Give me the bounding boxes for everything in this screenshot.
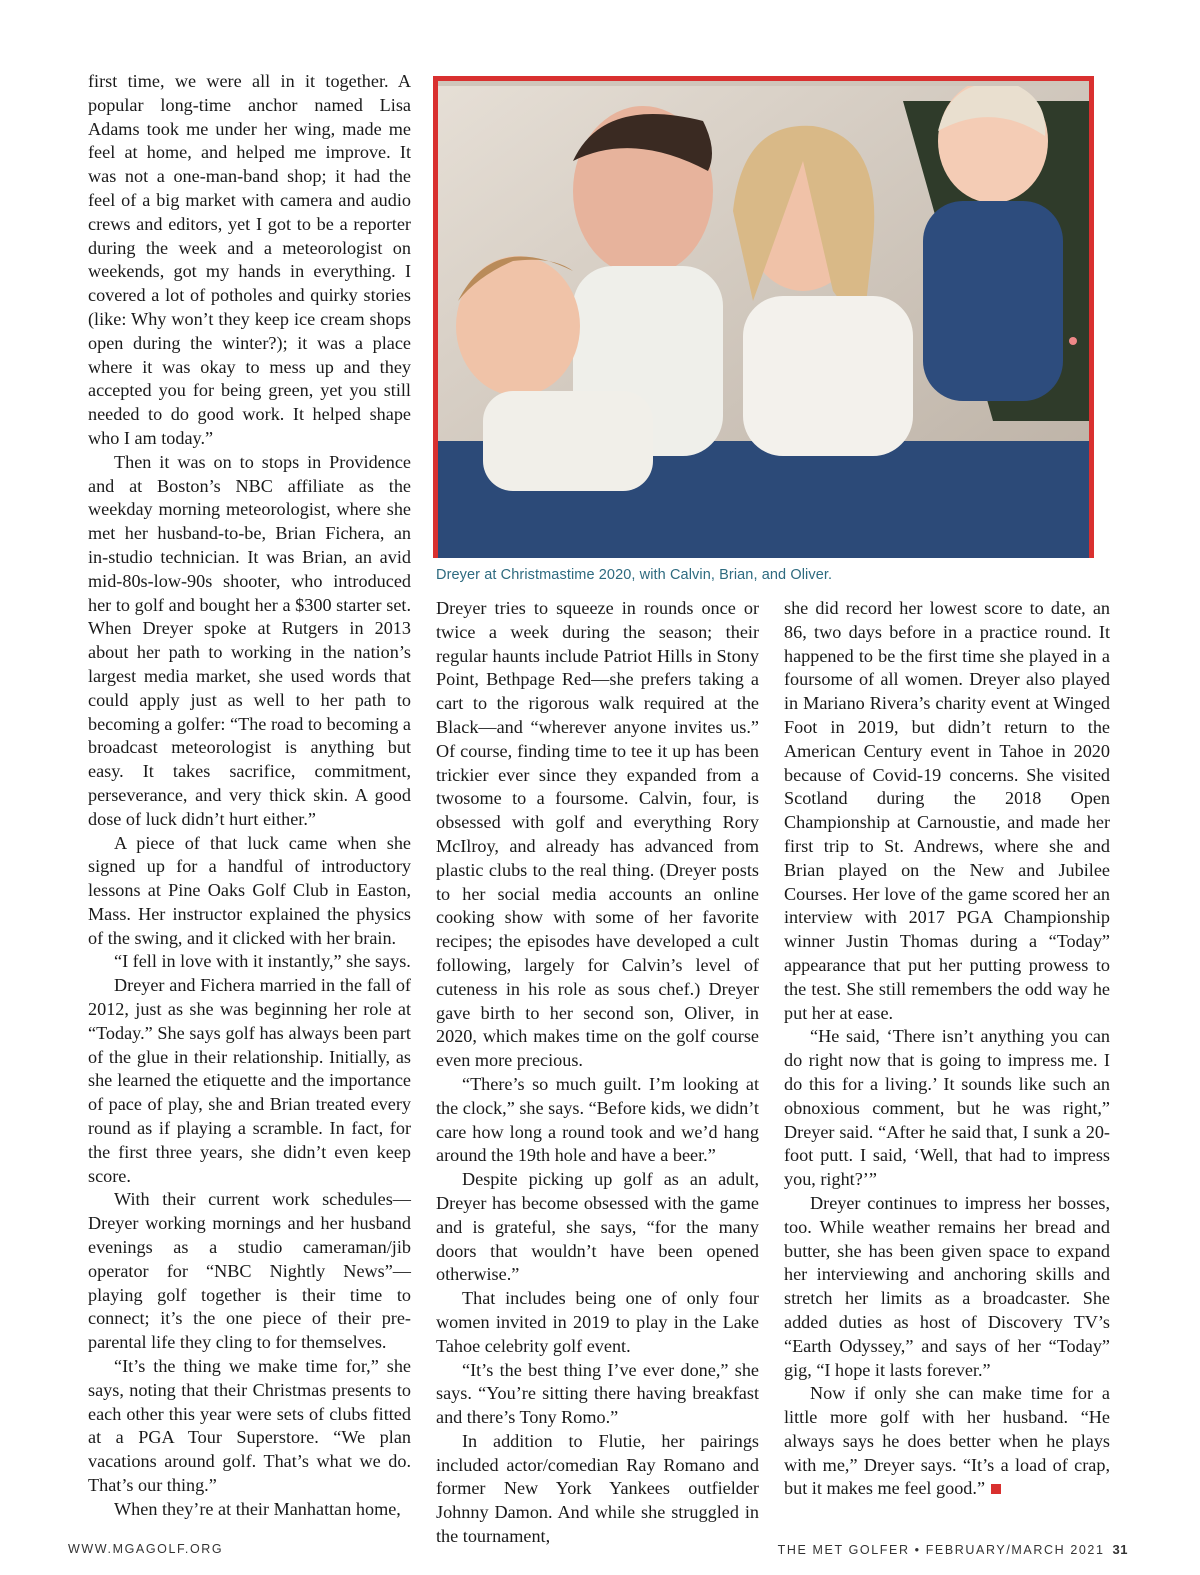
website-link[interactable]: WWW.MGAGOLF.ORG — [68, 1542, 224, 1556]
footer-folio — [778, 1542, 1128, 1557]
footer-website[interactable] — [68, 1542, 223, 1556]
photo-caption: Dreyer at Christmastime 2020, with Calvin, Brian, and Oliver. — [436, 567, 833, 583]
paragraph: Dreyer tries to squeeze in rounds once or twice a week during the season; their regular haunts include Patriot Hills in Stony Point, Bethpage Red—she prefers taking a cart to the rigorous walk required at the Black—and “wherever anyone invites us.” Of course, finding time to tee it up has been trickier ever since they expanded from a twosome to a foursome. Calvin, four, is obsessed with golf and everything Rory McIlroy, and already has advanced from plastic clubs to the real thing. (Dreyer posts to her social media accounts an online cooking show with some of her favorite recipes; the episodes have developed a cult following, largely for Calvin’s level of cuteness in his role as sous chef.) Dreyer gave birth to her second son, Oliver, in 2020, which makes time on the golf course even more precious. — [436, 598, 759, 1071]
paragraph: she did record her lowest score to date, an 86, two days before in a practice round. It happened to be the first time she played in a foursome of all women. Dreyer also played in Mariano Rivera’s charity event at Winged Foot in 2019, but didn’t return to the American Century event in Tahoe in 2020 because of Covid-19 concerns. She visited Scotland during the 2018 Open Championship at Carnoustie, and made her first trip to St. Andrews, where she and Brian played on the New and Jubilee Courses. Her love of the game scored her an interview with 2017 PGA Championship winner Justin Thomas during a “Today” appearance that put her putting prowess to the test. She still remembers the odd way he put her at ease. — [784, 598, 1110, 1023]
article-column-2 — [436, 597, 759, 1549]
paragraph: “It’s the best thing I’ve ever done,” she says. “You’re sitting there having breakfast and there’s Tony Romo.” — [436, 1359, 759, 1428]
family-photo — [433, 76, 1094, 558]
paragraph: Dreyer continues to impress her bosses, too. While weather remains her bread and butter, she has been given space to expand her interviewing and anchoring skills and stretch her limits as a broadcaster. She added duties as host of Discovery TV’s “Earth Odyssey,” and says of her “Today” gig, “I hope it lasts forever.” — [784, 1192, 1110, 1380]
article-column-1 — [88, 70, 411, 1522]
paragraph: In addition to Flutie, her pairings included actor/comedian Ray Romano and former New York Yankees outfielder Johnny Damon. And while she struggled in the tournament, — [436, 1430, 759, 1547]
paragraph: “He said, ‘There isn’t anything you can do right now that is going to impress me. I do this for a living.’ It sounds like such an obnoxious comment, but he was right,” Dreyer said. “After he said that, I sunk a 20-foot putt. I said, ‘Well, that had to impress you, right?’” — [784, 1026, 1110, 1190]
publication-info: THE MET GOLFER • FEBRUARY/MARCH 2021 — [777, 1543, 1105, 1557]
page-number: 31 — [1112, 1542, 1128, 1557]
paragraph: A piece of that luck came when she signed up for a handful of introductory lessons at Pine Oaks Golf Club in Easton, Mass. Her instructor explained the physics of the swing, and it clicked with her brain. — [88, 832, 411, 948]
family-photo-illustration — [433, 41, 1094, 560]
paragraph: When they’re at their Manhattan home, — [114, 1498, 401, 1519]
paragraph-text: Now if only she can make time for a little more golf with her husband. “He always says he does better when he plays with me,” Dreyer says. “It’s a load of crap, but it makes me feel good.” — [784, 1383, 1110, 1499]
paragraph: “There’s so much guilt. I’m looking at the clock,” she says. “Before kids, we didn’t care how long a round took and we’d hang around the 19th hole and have a beer.” — [436, 1073, 759, 1166]
paragraph: first time, we were all in it together. A popular long-time anchor named Lisa Adams took me under her wing, made me feel at home, and helped me improve. It was not a one-man-band shop; it had the feel of a big market with camera and audio crews and editors, yet I got to be a reporter during the week and a meteorologist on weekends, got my hands in everything. I covered a lot of potholes and quirky stories (like: Why won’t they keep ice cream shops open during the winter?); it was a place where it was okay to mess up and they accepted you for being green, yet you still needed to do good work. It helped shape who I am today.” — [88, 71, 411, 448]
paragraph: “It’s the thing we make time for,” she says, noting that their Christmas presents to each other this year were sets of clubs fitted at a PGA Tour Superstore. “We plan vacations around golf. That’s what we do. That’s our thing.” — [88, 1356, 411, 1496]
paragraph-last — [784, 1382, 1110, 1501]
article-column-3 — [784, 597, 1110, 1501]
paragraph: That includes being one of only four women invited in 2019 to play in the Lake Tahoe celebrity golf event. — [436, 1288, 759, 1356]
paragraph: With their current work schedules—Dreyer working mornings and her husband evenings as a studio cameraman/jib operator for “NBC Nightly News”—playing golf together is their time to connect; it’s the one piece of their pre-parental life they cling to for themselves. — [88, 1189, 411, 1353]
paragraph: Despite picking up golf as an adult, Dreyer has become obsessed with the game and is grateful, she says, “for the many doors that wouldn’t have been opened otherwise.” — [436, 1169, 759, 1285]
paragraph: “I fell in love with it instantly,” she says. — [114, 951, 411, 972]
paragraph: Then it was on to stops in Providence and at Boston’s NBC affiliate as the weekday morning meteorologist, where she met her husband-to-be, Brian Fichera, an in-studio technician. It was Brian, an avid mid-80s-low-90s shooter, who introduced her to golf and bought her a $300 starter set. When Dreyer spoke at Rutgers in 2013 about her path to working in the nation’s largest media market, she used words that could apply just as well to her path to becoming a golfer: “The road to becoming a broadcast meteorologist is anything but easy. It takes sacrifice, commitment, perseverance, and very thick skin. A good dose of luck didn’t hurt either.” — [88, 451, 411, 829]
paragraph: Dreyer and Fichera married in the fall of 2012, just as she was beginning her role at “Today.” She says golf has always been part of the glue in their relationship. Initially, as she learned the etiquette and the importance of pace of play, she and Brian treated every round as if playing a scramble. In fact, for the first three years, she didn’t even keep score. — [88, 975, 411, 1186]
end-mark-icon — [991, 1484, 1001, 1494]
